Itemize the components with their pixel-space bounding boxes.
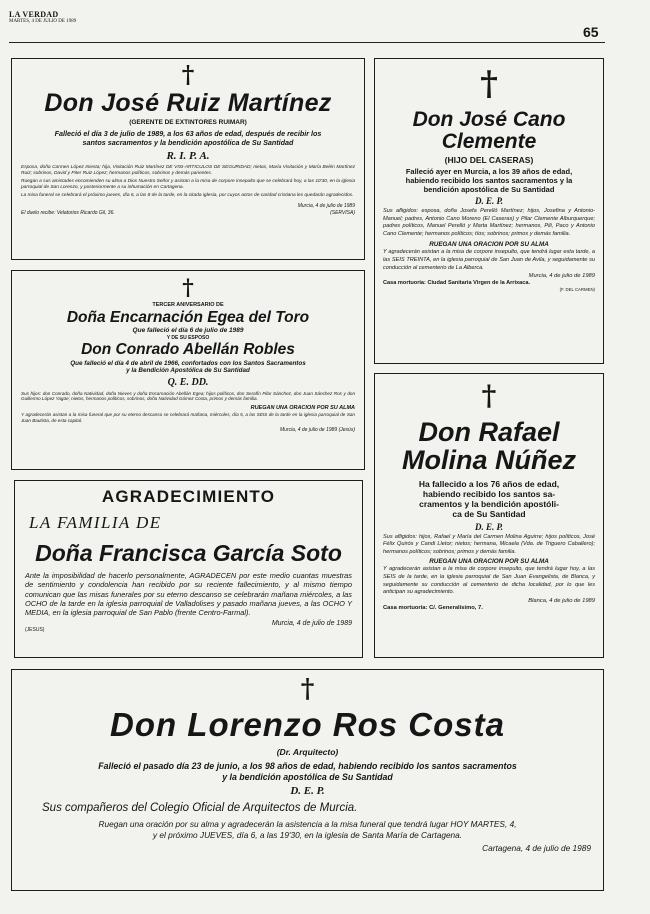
place-date: Cartagena, 4 de julio de 1989: [482, 842, 591, 853]
death-notice-line: Falleció el día 3 de julio de 1989, a los 63 años de edad, después de recibir los: [54, 129, 322, 139]
prayer-request: RUEGAN UNA ORACION POR SU ALMA: [429, 558, 549, 566]
issue-date: MARTES, 4 DE JULIO DE 1989: [9, 19, 77, 24]
thanks-body: Ante la imposibilidad de hacerlo personalmente, AGRADECEN por este medio cuantas muestras de sentimiento y condolencia han recibido por su reciente fallecimiento, y al mismo tiempo comunican que las misas funerales por su eterno descanso se celebrarán mañana miércoles, a las OCHO de la tarde en la iglesia parroquial de Valladolises y pasado mañana jueves, a las OCHO Y MEDIA, en la iglesia parroquial de San Pablo (frente Centro-Farmal).: [25, 571, 352, 618]
place-date: Murcia, 4 de julio de 1989: [528, 273, 595, 280]
death-notice-line: Falleció el pasado día 23 de junio, a los 98 años de edad, habiendo recibido los santos sacramentos: [98, 760, 517, 771]
deceased-title: (GERENTE DE EXTINTORES RUIMAR): [129, 119, 247, 127]
death-notice-line: Ha fallecido a los 76 años de edad,: [418, 478, 560, 489]
mourning-location: El duelo recibe: Velatorios Ricardo Gil, 36.: [21, 210, 115, 217]
funeral-home: Casa mortuoria: C/. Generalísimo, 7.: [383, 604, 483, 611]
mass-request: Y agradecerán asistan a la misa funeral que por su eterno descanso se celebrará mañana, miércoles, día 5, a las SEIS de la tarde en la iglesia parroquial de San Juan Bautista, de esta capital.: [21, 412, 355, 423]
deceased-name: Don Lorenzo Ros Costa: [109, 706, 505, 743]
mass-request-line: y el próximo JUEVES, día 6, a las 19'30, en la iglesia de Santa María de Cartagena.: [152, 829, 463, 840]
death-notice-line: cramentos y la bendición apostóli-: [419, 498, 559, 509]
mass-request: Ruegan a sus amistades encomienden su alma a Dios Nuestro Señor y asistan a la misa de corpore insepulto que se celebrará hoy, a las 10'30, en la iglesia parroquial de San Lorenzo, y posteriormente a su inhumación en Cartagena.: [21, 179, 355, 191]
rip-abbreviation: D. E. P.: [290, 784, 325, 797]
obituary-jose-ruiz: [11, 58, 365, 260]
thanks-heading: AGRADECIMIENTO: [101, 487, 276, 506]
death-notice-line: y la Bendición Apostólica de Su Santidad: [126, 366, 250, 374]
place-date: Blanca, 4 de julio de 1989: [528, 597, 595, 604]
cross-icon: †: [300, 674, 315, 704]
death-notice-line: y la bendición apostólica de Su Santidad: [222, 771, 393, 782]
cross-icon: †: [481, 379, 497, 412]
obituary-lorenzo-ros: [11, 669, 604, 891]
deceased-name-line: Clemente: [441, 130, 537, 154]
death-notice-line: bendición apostólica de Su Santidad: [423, 185, 555, 195]
anniversary-egea-abellan: [11, 270, 365, 470]
colleagues-line: Sus compañeros del Colegio Oficial de Arquitectos de Murcia.: [42, 801, 358, 814]
relatives-list: Sus afligidos: hijos, Rafael y María del Carmen Molina Aguirre; hijos políticos, José Félix Quirós y Candi Lletor; nietos; hermana, Micaela (Vda. de Triguero Caballero); hermanos políticos; sobrinos; primos y demás familia.: [383, 533, 595, 555]
page-header: [9, 10, 76, 24]
deceased-name-line: Don José Cano: [412, 108, 566, 131]
prayer-request: RUEGAN UNA ORACION POR SU ALMA: [429, 241, 549, 249]
deceased-name-line: Don Rafael: [418, 417, 560, 447]
death-notice-line: habiendo recibido los santos sa-: [422, 488, 556, 499]
agency-name: (F. DEL CARMEN): [559, 287, 595, 293]
thanks-notice-garcia-soto: [14, 480, 363, 658]
mass-request-line: Ruegan una oración por su alma y agradecerán la asistencia a la misa funeral que tendrá lugar HOY MARTES, 4,: [98, 818, 517, 829]
obituary-rafael-molina: [374, 373, 604, 658]
page-number: 65: [583, 24, 599, 40]
deceased-alias: (HIJO DEL CASERAS): [444, 155, 534, 166]
deceased-name: Doña Francisca García Soto: [35, 540, 342, 566]
rip-abbreviation: Q. E. DD.: [167, 376, 209, 388]
agency-name: (SERVISA): [330, 210, 355, 217]
death-notice-line: Que falleció el día 6 de julio de 1989: [132, 327, 244, 335]
anniversary-label: TERCER ANIVERSARIO DE: [152, 302, 224, 308]
place-date: Murcia, 4 de julio de 1989 (Jesús): [279, 426, 355, 433]
rip-abbreviation: R. I. P. A.: [166, 150, 210, 163]
newspaper-name: LA VERDAD: [9, 10, 59, 19]
death-notice-line: Falleció ayer en Murcia, a los 39 años de edad,: [405, 167, 573, 177]
relatives-list: Sus afligidos: esposa, doña Josefa Perelló Martínez; hijos, Josefina y Antonio-Manuel; padres, Antonio Cano Moreno (El Caseras) y Pilar Clemente Alburquerque; padres políticos, Manuel Perelló y Marta Martínez; hermanos, Pili, Paco y Antonio Cano Clemente; hermanos políticos; tíos; sobrinos; primos y demás familia.: [383, 208, 595, 237]
deceased-name: Don Conrado Abellán Robles: [81, 341, 295, 359]
obituary-jose-cano: [374, 58, 604, 364]
deceased-title: (Dr. Arquitecto): [276, 746, 339, 757]
funeral-home: Casa mortuoria: Ciudad Sanitaria Virgen de la Arrixaca.: [383, 280, 531, 287]
rip-abbreviation: D. E. P.: [474, 196, 504, 207]
deceased-name-line: Molina Núñez: [402, 445, 576, 476]
deceased-name: Doña Encarnación Egea del Toro: [66, 309, 310, 326]
deceased-name: Don José Ruiz Martínez: [44, 89, 332, 117]
mass-request: Y agradecerán asistan a la misa de corpore insepulto, que tendrá lugar hoy, a las SEIS de la tarde, en la iglesia parroquial de San Juan Evangelista, de Blanca, y seguidamente su conducción al cementerio de dicha localidad, por lo que les anticipan su agradecimiento.: [383, 566, 595, 596]
relatives-list: Esposa, doña Carmen López Iniesta; hija, Visitación Ruiz Martínez DE VISI-ARTICULOS DE SEGURIDAD; nietas, María Visitación y María Belén Martínez Ruiz; sobrinos, David y Piter Ruiz López; hermanos políticos, sobrinos y demás parientes.: [21, 165, 355, 177]
agency-name: (JESUS): [25, 626, 45, 633]
mass-request: Y agradecerán asistan a la misa de corpore insepulto, que tendrá lugar esta tarde, a las SEIS TREINTA, en la iglesia parroquial de San Juan de Avila, y seguidamente su conducción al cementerio de La Alberca.: [383, 249, 595, 271]
spouse-label: Y DE SU ESPOSO: [166, 335, 210, 342]
cross-icon: †: [181, 60, 195, 89]
death-notice-line: habiendo recibido los santos sacramentos y la: [405, 176, 573, 186]
rip-abbreviation: D. E. P.: [474, 521, 504, 532]
family-label: LA FAMILIA DE: [29, 513, 162, 532]
place-date: Murcia, 4 de julio de 1989: [271, 619, 352, 627]
header-rule: [9, 42, 605, 43]
funeral-notice: La misa funeral se celebrará el próximo jueves, día 6, a las 8 de la tarde, en la citada iglesia, por cuyos actos de caridad cristiana les quedarán agradecidos.: [21, 193, 354, 199]
place-date: Murcia, 4 de julio de 1989: [297, 203, 355, 210]
death-notice-line: ca de Su Santidad: [452, 508, 526, 519]
cross-icon: †: [480, 64, 498, 104]
death-notice-line: Que falleció el día 4 de abril de 1966, confortados con los Santos Sacramentos: [70, 359, 306, 367]
cross-icon: †: [182, 275, 194, 301]
prayer-request: RUEGAN UNA ORACION POR SU ALMA: [250, 405, 355, 412]
relatives-list: Sus hijos: don Conrado, doña Natividad, doña Nieves y doña Encarnación Abellán Egea; hijos políticos, don Serafín Pilar Sánchez, don Juan Sánchez Ros y don Guillermo López Yagüe; nietos, hermanos políticos, sobrinos, doña Natividad Gómez Costa, primos y demás familia.: [21, 390, 355, 402]
death-notice-line: santos sacramentos y la bendición apostólica de Su Santidad: [82, 138, 294, 148]
